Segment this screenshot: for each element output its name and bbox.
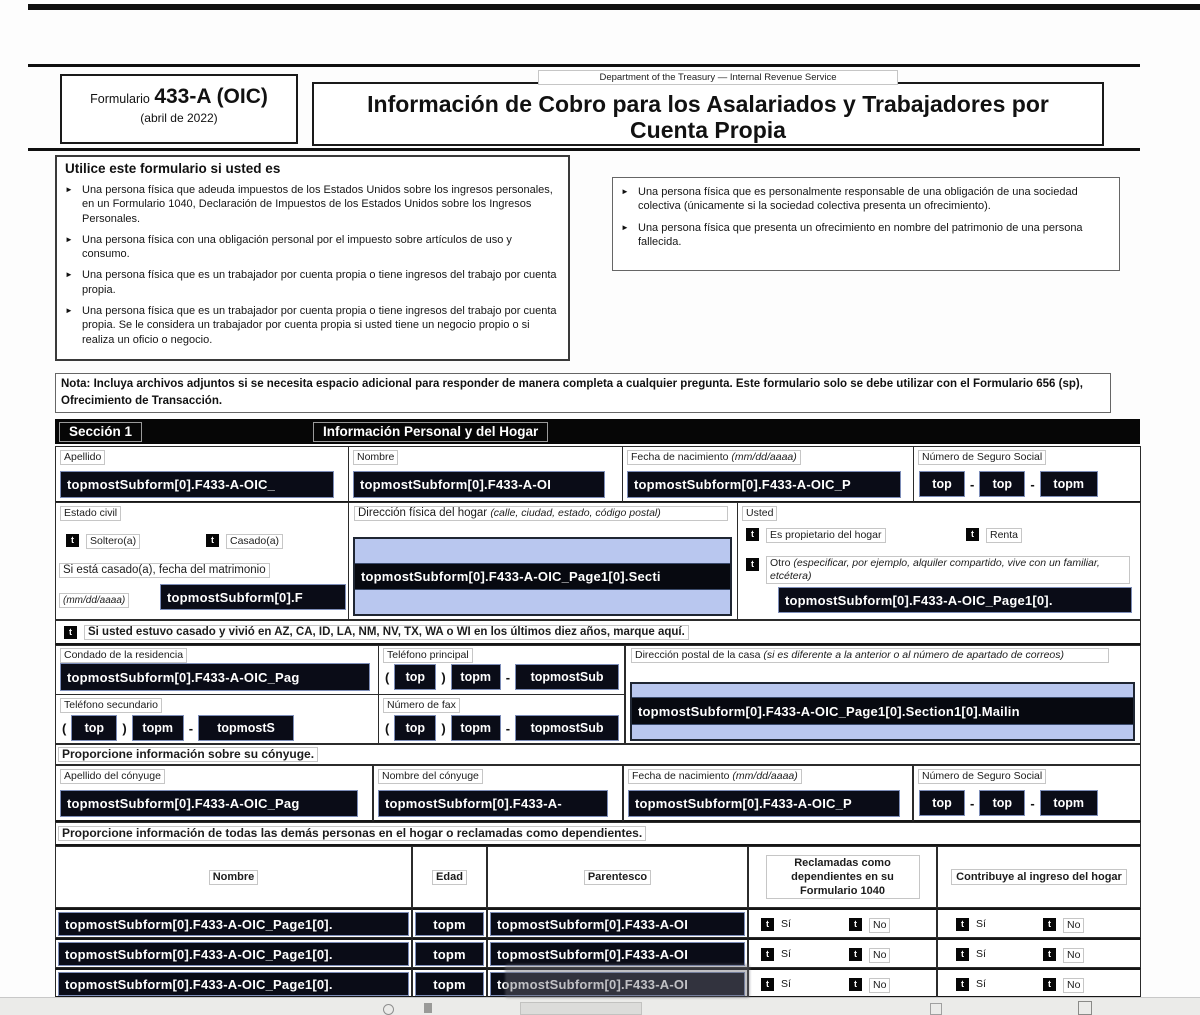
field-cell-usted [737, 502, 1141, 620]
dependiente-parentesco-field[interactable]: topmostSubform[0].F433-A-OI [490, 972, 745, 996]
tel-secundario-area-field[interactable]: top [71, 715, 117, 741]
toolbar-marker-icon[interactable] [424, 1003, 432, 1013]
table-row-dependiente-sino [748, 938, 937, 968]
usage-bullet-text: Una persona física que es un trabajador por cuenta propia o tiene ingresos del trabajo por cuenta propia. Se le considera un trabajador por cuenta propia si usted tiene un negocio propio o si realiza un oficio o negocio. [82, 305, 557, 346]
fax-line-field[interactable]: topmostSub [515, 715, 619, 741]
field-cell-ssn [913, 446, 1141, 503]
table-row-contribuye-sino [937, 938, 1141, 968]
field-cell-nombre [348, 446, 623, 503]
conyuge-apellido-field[interactable]: topmostSubform[0].F433-A-OIC_Pag [60, 790, 358, 817]
field-cell-tel-secundario [55, 694, 379, 744]
dependiente-parentesco-field[interactable]: topmostSubform[0].F433-A-OI [490, 942, 745, 966]
field-cell-condado [55, 645, 379, 695]
direccion-fisica-field[interactable]: topmostSubform[0].F433-A-OIC_Page1[0].Secti [355, 563, 730, 590]
field-cell-tel-principal [378, 645, 625, 695]
toolbar-field-box[interactable] [520, 1002, 642, 1015]
checkbox-soltero[interactable]: t [66, 534, 79, 547]
bullet-arrow-icon: ► [621, 222, 629, 232]
phone-dash: - [505, 669, 511, 685]
col-edad-label: Edad [432, 870, 467, 885]
usage-box-right [612, 177, 1120, 271]
phone-dash: - [505, 720, 511, 736]
direccion-postal-multiline[interactable] [630, 682, 1135, 741]
bullet-arrow-icon: ► [65, 306, 73, 316]
dependientes-header-row [55, 822, 1141, 846]
no-label: No [1063, 918, 1084, 933]
table-header-nombre [55, 846, 412, 908]
usage-bullet [621, 185, 1111, 214]
tel-principal-area-field[interactable]: top [394, 664, 436, 690]
usage-bullet-text: Una persona física que es un trabajador por cuenta propia o tiene ingresos del trabajo por cuenta propia. [82, 269, 557, 296]
checkbox-dependiente-si[interactable]: t [761, 948, 774, 961]
checkbox-contribuye-si[interactable]: t [956, 918, 969, 931]
no-label: No [869, 918, 890, 933]
section1-label: Sección 1 [59, 422, 142, 442]
paren-open: ( [385, 669, 390, 685]
conyuge-header-row [55, 744, 1141, 765]
tel-secundario-prefix-field[interactable]: topm [132, 715, 184, 741]
checkbox-propietario[interactable]: t [746, 528, 759, 541]
field-cell-direccion-postal [625, 645, 1141, 744]
dependiente-edad-field[interactable]: topm [415, 942, 484, 966]
ssn-field-2[interactable]: top [979, 471, 1025, 497]
col-dependientes-label: Reclamadas como dependientes en su Formulario 1040 [766, 855, 920, 900]
bullet-arrow-icon: ► [621, 187, 629, 196]
usage-bullet-text: Una persona física con una obligación personal por el impuesto sobre artículos de uso y consumo. [82, 233, 512, 261]
form-title-box [312, 82, 1104, 146]
matrimonio-paren-label: (mm/dd/aaaa) [59, 593, 129, 608]
si-label: Sí [976, 978, 986, 990]
ssn-label: Número de Seguro Social [918, 450, 1046, 465]
dependientes-header-label: Proporcione información de todas las demás personas en el hogar o reclamadas como dependientes. [58, 826, 646, 841]
toolbar-square-icon[interactable] [1078, 1001, 1092, 1015]
usage-title: Utilice este formulario si usted es [65, 161, 281, 176]
table-row-contribuye-sino [937, 968, 1141, 998]
apellido-field[interactable]: topmostSubform[0].F433-A-OIC_ [60, 471, 334, 498]
bullet-arrow-icon: ► [65, 185, 73, 194]
si-label: Sí [976, 948, 986, 960]
si-label: Sí [976, 918, 986, 930]
checkbox-contribuye-no[interactable]: t [1043, 948, 1056, 961]
no-label: No [1063, 948, 1084, 963]
note-text: Nota: Incluya archivos adjuntos si se necesita espacio adicional para responder de manera completa a cualquier pregunta. Este formulario solo se debe utilizar con el Formulario 656 (sp), Ofrecimiento de Transacción. [61, 378, 1083, 407]
usage-bullet [65, 183, 560, 226]
condado-field[interactable]: topmostSubform[0].F433-A-OIC_Pag [60, 663, 370, 691]
conyuge-nacimiento-label: Fecha de nacimiento (mm/dd/aaaa) [628, 769, 802, 784]
usage-bullet-text: Una persona física que adeuda impuestos de los Estados Unidos sobre los ingresos personales, en un Formulario 1040, Declaración de Impuestos de los Estados Unidos sobre los Ingresos Personales. [82, 184, 553, 225]
field-cell-conyuge-nombre [373, 765, 623, 822]
table-header-dependientes [748, 846, 937, 908]
table-header-parentesco [487, 846, 748, 908]
field-cell-direccion-fisica [348, 502, 738, 620]
conyuge-ssn-field-2[interactable]: top [979, 790, 1025, 816]
checkbox-dependiente-si[interactable]: t [761, 978, 774, 991]
table-row-nombre [55, 968, 412, 998]
nacimiento-field[interactable]: topmostSubform[0].F433-A-OIC_P [627, 471, 901, 498]
field-cell-conyuge-apellido [55, 765, 373, 822]
section1-title: Información Personal y del Hogar [313, 422, 548, 442]
tel-principal-line-field[interactable]: topmostSub [515, 664, 619, 690]
conyuge-ssn-field-3[interactable]: topm [1040, 790, 1098, 816]
table-row-edad [412, 938, 487, 968]
form-number: 433-A (OIC) [154, 85, 268, 108]
nacimiento-label: Fecha de nacimiento (mm/dd/aaaa) [627, 450, 801, 465]
direccion-postal-label: Dirección postal de la casa (si es diferente a la anterior o al número de apartado de correos) [631, 648, 1109, 663]
col-parentesco-label: Parentesco [584, 870, 651, 885]
si-label: Sí [781, 918, 791, 930]
table-header-contribuye [937, 846, 1141, 908]
fax-label: Número de fax [383, 698, 460, 713]
tel-secundario-line-field[interactable]: topmostS [198, 715, 294, 741]
tel-secundario-label: Teléfono secundario [60, 698, 162, 713]
field-cell-conyuge-ssn [913, 765, 1141, 822]
field-cell-nacimiento [622, 446, 914, 503]
table-row-edad [412, 968, 487, 998]
section1-bar [55, 419, 1140, 444]
no-label: No [869, 948, 890, 963]
tel-principal-prefix-field[interactable]: topm [451, 664, 501, 690]
note-box [55, 373, 1111, 413]
table-row-nombre [55, 938, 412, 968]
dependiente-edad-field[interactable]: topm [415, 972, 484, 996]
usage-bullet-text: Una persona física que es personalmente responsable de una obligación de una sociedad colectiva (únicamente si la sociedad colectiva presenta un ofrecimiento). [638, 186, 1078, 213]
usage-bullet [65, 268, 560, 297]
apellido-label: Apellido [60, 450, 105, 465]
usage-bullet-text: Una persona física que presenta un ofrecimiento en nombre del patrimonio de una persona fallecida. [638, 221, 1083, 248]
checkbox-dependiente-no[interactable]: t [849, 948, 862, 961]
phone-dash: - [188, 720, 194, 736]
table-row-dependiente-sino [748, 908, 937, 938]
si-label: Sí [781, 948, 791, 960]
propietario-label: Es propietario del hogar [766, 528, 886, 543]
header-top-rule [28, 64, 1140, 67]
casado-label: Casado(a) [226, 534, 283, 549]
tel-principal-label: Teléfono principal [383, 648, 473, 663]
form-date: (abril de 2022) [140, 111, 218, 125]
bullet-arrow-icon: ► [65, 234, 73, 244]
ssn-dash: - [1030, 795, 1035, 811]
table-row-dependiente-sino [748, 968, 937, 998]
watermark-overlay [505, 964, 750, 998]
fax-prefix-field[interactable]: topm [451, 715, 501, 741]
field-cell-estado-civil [55, 502, 349, 620]
conyuge-ssn-field-1[interactable]: top [919, 790, 965, 816]
dependiente-nombre-field[interactable]: topmostSubform[0].F433-A-OIC_Page1[0]. [58, 912, 409, 936]
direccion-fisica-label: Dirección física del hogar (calle, ciudad, estado, código postal) [354, 506, 728, 521]
toolbar-dot-icon[interactable] [383, 1004, 394, 1015]
table-row-parentesco [487, 908, 748, 938]
col-nombre-label: Nombre [209, 870, 259, 885]
header-bottom-rule [28, 148, 1140, 151]
ssn-field-3[interactable]: topm [1040, 471, 1098, 497]
checkbox-contribuye-no[interactable]: t [1043, 978, 1056, 991]
form-number-box [60, 74, 298, 144]
ssn-dash: - [970, 795, 975, 811]
field-cell-fax [378, 694, 625, 744]
usage-bullet [65, 304, 560, 347]
fax-area-field[interactable]: top [394, 715, 436, 741]
matrimonio-label: Si está casado(a), fecha del matrimonio [59, 563, 270, 578]
dependiente-nombre-field[interactable]: topmostSubform[0].F433-A-OIC_Page1[0]. [58, 942, 409, 966]
field-cell-apellido [55, 446, 349, 503]
bullet-arrow-icon: ► [65, 270, 73, 280]
table-row-contribuye-sino [937, 908, 1141, 938]
table-row-nombre [55, 908, 412, 938]
checkbox-dependiente-no[interactable]: t [849, 978, 862, 991]
usage-bullet [621, 221, 1111, 250]
community-property-label: Si usted estuvo casado y vivió en AZ, CA, ID, LA, NM, NV, TX, WA o WI en los últimos diez años, marque aquí. [84, 625, 689, 640]
table-header-edad [412, 846, 487, 908]
paren-open: ( [62, 720, 67, 736]
otro-label: Otro (especificar, por ejemplo, alquiler compartido, vive con un familiar, etcétera) [766, 556, 1130, 584]
checkbox-renta[interactable]: t [966, 528, 979, 541]
paren-open: ( [385, 720, 390, 736]
conyuge-nombre-field[interactable]: topmostSubform[0].F433-A- [378, 790, 608, 817]
conyuge-apellido-label: Apellido del cónyuge [60, 769, 165, 784]
top-edge-rule [28, 4, 1200, 10]
no-label: No [1063, 978, 1084, 993]
estado-civil-label: Estado civil [60, 506, 121, 521]
checkbox-casado[interactable]: t [206, 534, 219, 547]
page-title: Información de Cobro para los Asalariados y Trabajadores por Cuenta Propia [367, 91, 1049, 144]
dependiente-parentesco-field[interactable]: topmostSubform[0].F433-A-OI [490, 912, 745, 936]
ssn-field-1[interactable]: top [919, 471, 965, 497]
usage-box-left [55, 155, 570, 361]
form-label: Formulario [90, 92, 150, 106]
conyuge-ssn-label: Número de Seguro Social [918, 769, 1046, 784]
paren-close: ) [441, 669, 446, 685]
si-label: Sí [781, 978, 791, 990]
col-contribuye-label: Contribuye al ingreso del hogar [951, 869, 1127, 885]
checkbox-contribuye-si[interactable]: t [956, 978, 969, 991]
conyuge-nombre-label: Nombre del cónyuge [378, 769, 483, 784]
usage-bullet [65, 233, 560, 262]
checkbox-contribuye-no[interactable]: t [1043, 918, 1056, 931]
table-row-edad [412, 908, 487, 938]
community-property-row [55, 620, 1141, 645]
bottom-toolbar [0, 997, 1200, 1015]
otro-field[interactable]: topmostSubform[0].F433-A-OIC_Page1[0]. [778, 587, 1132, 613]
conyuge-header-label: Proporcione información sobre su cónyuge. [58, 747, 318, 762]
checkbox-dependiente-si[interactable]: t [761, 918, 774, 931]
ssn-dash: - [1030, 476, 1035, 492]
checkbox-dependiente-no[interactable]: t [849, 918, 862, 931]
paren-close: ) [122, 720, 127, 736]
conyuge-nacimiento-field[interactable]: topmostSubform[0].F433-A-OIC_P [628, 790, 900, 817]
field-cell-conyuge-nacimiento [623, 765, 913, 822]
no-label: No [869, 978, 890, 993]
department-label: Department of the Treasury — Internal Revenue Service [538, 70, 898, 85]
matrimonio-field[interactable]: topmostSubform[0].F [160, 584, 346, 610]
usted-label: Usted [742, 506, 777, 521]
dependiente-edad-field[interactable]: topm [415, 912, 484, 936]
checkbox-otro[interactable]: t [746, 558, 759, 571]
condado-label: Condado de la residencia [60, 648, 187, 663]
nombre-label: Nombre [353, 450, 398, 465]
paren-close: ) [441, 720, 446, 736]
nombre-field[interactable]: topmostSubform[0].F433-A-OI [353, 471, 605, 498]
renta-label: Renta [986, 528, 1022, 543]
direccion-postal-field[interactable]: topmostSubform[0].F433-A-OIC_Page1[0].Section1[0].Mailin [632, 697, 1133, 725]
direccion-fisica-multiline[interactable] [353, 537, 732, 616]
toolbar-small-icon[interactable] [930, 1003, 942, 1015]
soltero-label: Soltero(a) [86, 534, 140, 549]
checkbox-contribuye-si[interactable]: t [956, 948, 969, 961]
dependiente-nombre-field[interactable]: topmostSubform[0].F433-A-OIC_Page1[0]. [58, 972, 409, 996]
ssn-dash: - [970, 476, 975, 492]
checkbox-community-property[interactable]: t [64, 626, 77, 639]
